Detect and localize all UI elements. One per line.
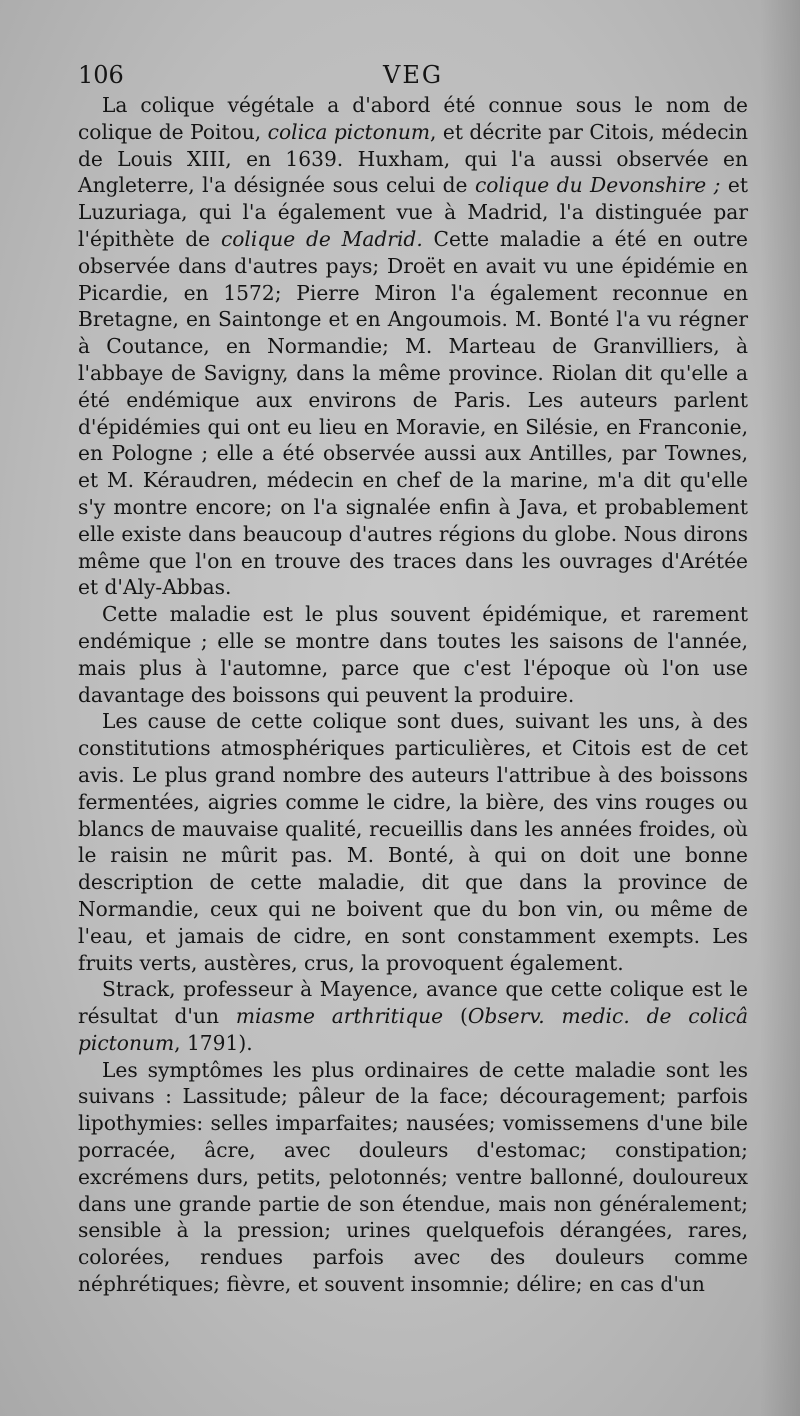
paragraph-1	[78, 92, 748, 601]
text-segment: et Luzuriaga, qui l'a également vue à Madrid, l'a distinguée par l'épithète de	[78, 173, 748, 251]
text-segment: Cette maladie a été en outre observée dans d'autres pays; Droët en avait vu une épidémie en Picardie, en 1572; Pierre Miron l'a également reconnue en Bretagne, en Saintonge et en Angoumois. M. Bonté l'a vu régner à Coutance, en Normandie; M. Marteau de Granvilliers, à l'abbaye de Savigny, dans la même province. Riolan dit qu'elle a été endémique aux environs de Paris. Les auteurs parlent d'épidémies qui ont eu lieu en Moravie, en Silésie, en Franconie, en Pologne ; elle a été observée aussi aux Antilles, par Townes, et M. Kéraudren, médecin en chef de la marine, m'a dit qu'elle s'y montre encore; on l'a signalée enfin à Java, et probablement elle existe dans beaucoup d'autres régions du globe. Nous dirons même que l'on en trouve des traces dans les ouvrages d'Arétée et d'Aly-Abbas.	[78, 226, 749, 600]
italic-term: miasme arthritique	[235, 1004, 444, 1029]
body-text	[78, 92, 748, 1298]
text-segment: Strack, professeur à Mayence, avance que cette colique est le résultat d'un	[78, 977, 748, 1029]
paragraph-2	[78, 601, 748, 708]
italic-term: colique de Madrid.	[220, 226, 423, 251]
page-number: 106	[78, 61, 124, 89]
paragraph-5	[78, 1057, 748, 1298]
text-segment: La colique végétale a d'abord été connue sous le nom de colique de Poitou,	[78, 93, 748, 144]
page-edge-shadow	[760, 0, 800, 1416]
text-segment: (	[443, 1004, 468, 1029]
paragraph-3	[78, 708, 748, 976]
text-segment: , et décrite par Citois, médecin de Louis XIII, en 1639. Huxham, qui l'a aussi observée en Angleterre, l'a désignée sous celui de	[78, 119, 748, 198]
italic-term: colica pictonum	[267, 119, 430, 144]
paragraph-4	[78, 976, 748, 1056]
running-title: VEG	[382, 61, 444, 89]
text-segment: Les symptômes les plus ordinaires de cette maladie sont les suivans : Lassitude; pâleur de la face; découragement; parfois lipothymies: selles imparfaites; nausées; vomissemens d'une bile porracée, âcre, avec douleurs d'estomac; constipation; excrémens durs, petits, pelotonnés; ventre ballonné, douloureux dans une grande partie de son étendue, mais non généralement; sensible à la pression; urines quelquefois dérangées, rares, colorées, rendues parfois avec des douleurs comme néphrétiques; fièvre, et souvent insomnie; délire; en cas d'un	[78, 1057, 748, 1297]
running-head	[78, 58, 748, 92]
text-segment: Cette maladie est le plus souvent épidémique, et rarement endémique ; elle se montre dans toutes les saisons de l'année, mais plus à l'automne, parce que c'est l'époque où l'on use davantage des boissons qui peuvent la produire.	[78, 602, 748, 707]
text-segment: , 1791).	[174, 1030, 253, 1055]
text-segment: Les cause de cette colique sont dues, suivant les uns, à des constitutions atmosphériques particulières, et Citois est de cet avis. Le plus grand nombre des auteurs l'attribue à des boissons fermentées, aigries comme le cidre, la bière, des vins rouges ou blancs de mauvaise qualité, recueillis dans les années froides, où le raisin ne mûrit pas. M. Bonté, à qui on doit une bonne description de cette maladie, dit que dans la province de Normandie, ceux qui ne boivent que du bon vin, ou même de l'eau, et jamais de cidre, en sont constamment exempts. Les fruits verts, austères, crus, la provoquent également.	[78, 709, 748, 975]
italic-citation: Observ. medic. de colicâ pictonum	[78, 1004, 748, 1055]
italic-term: colique du Devonshire ;	[474, 173, 721, 198]
